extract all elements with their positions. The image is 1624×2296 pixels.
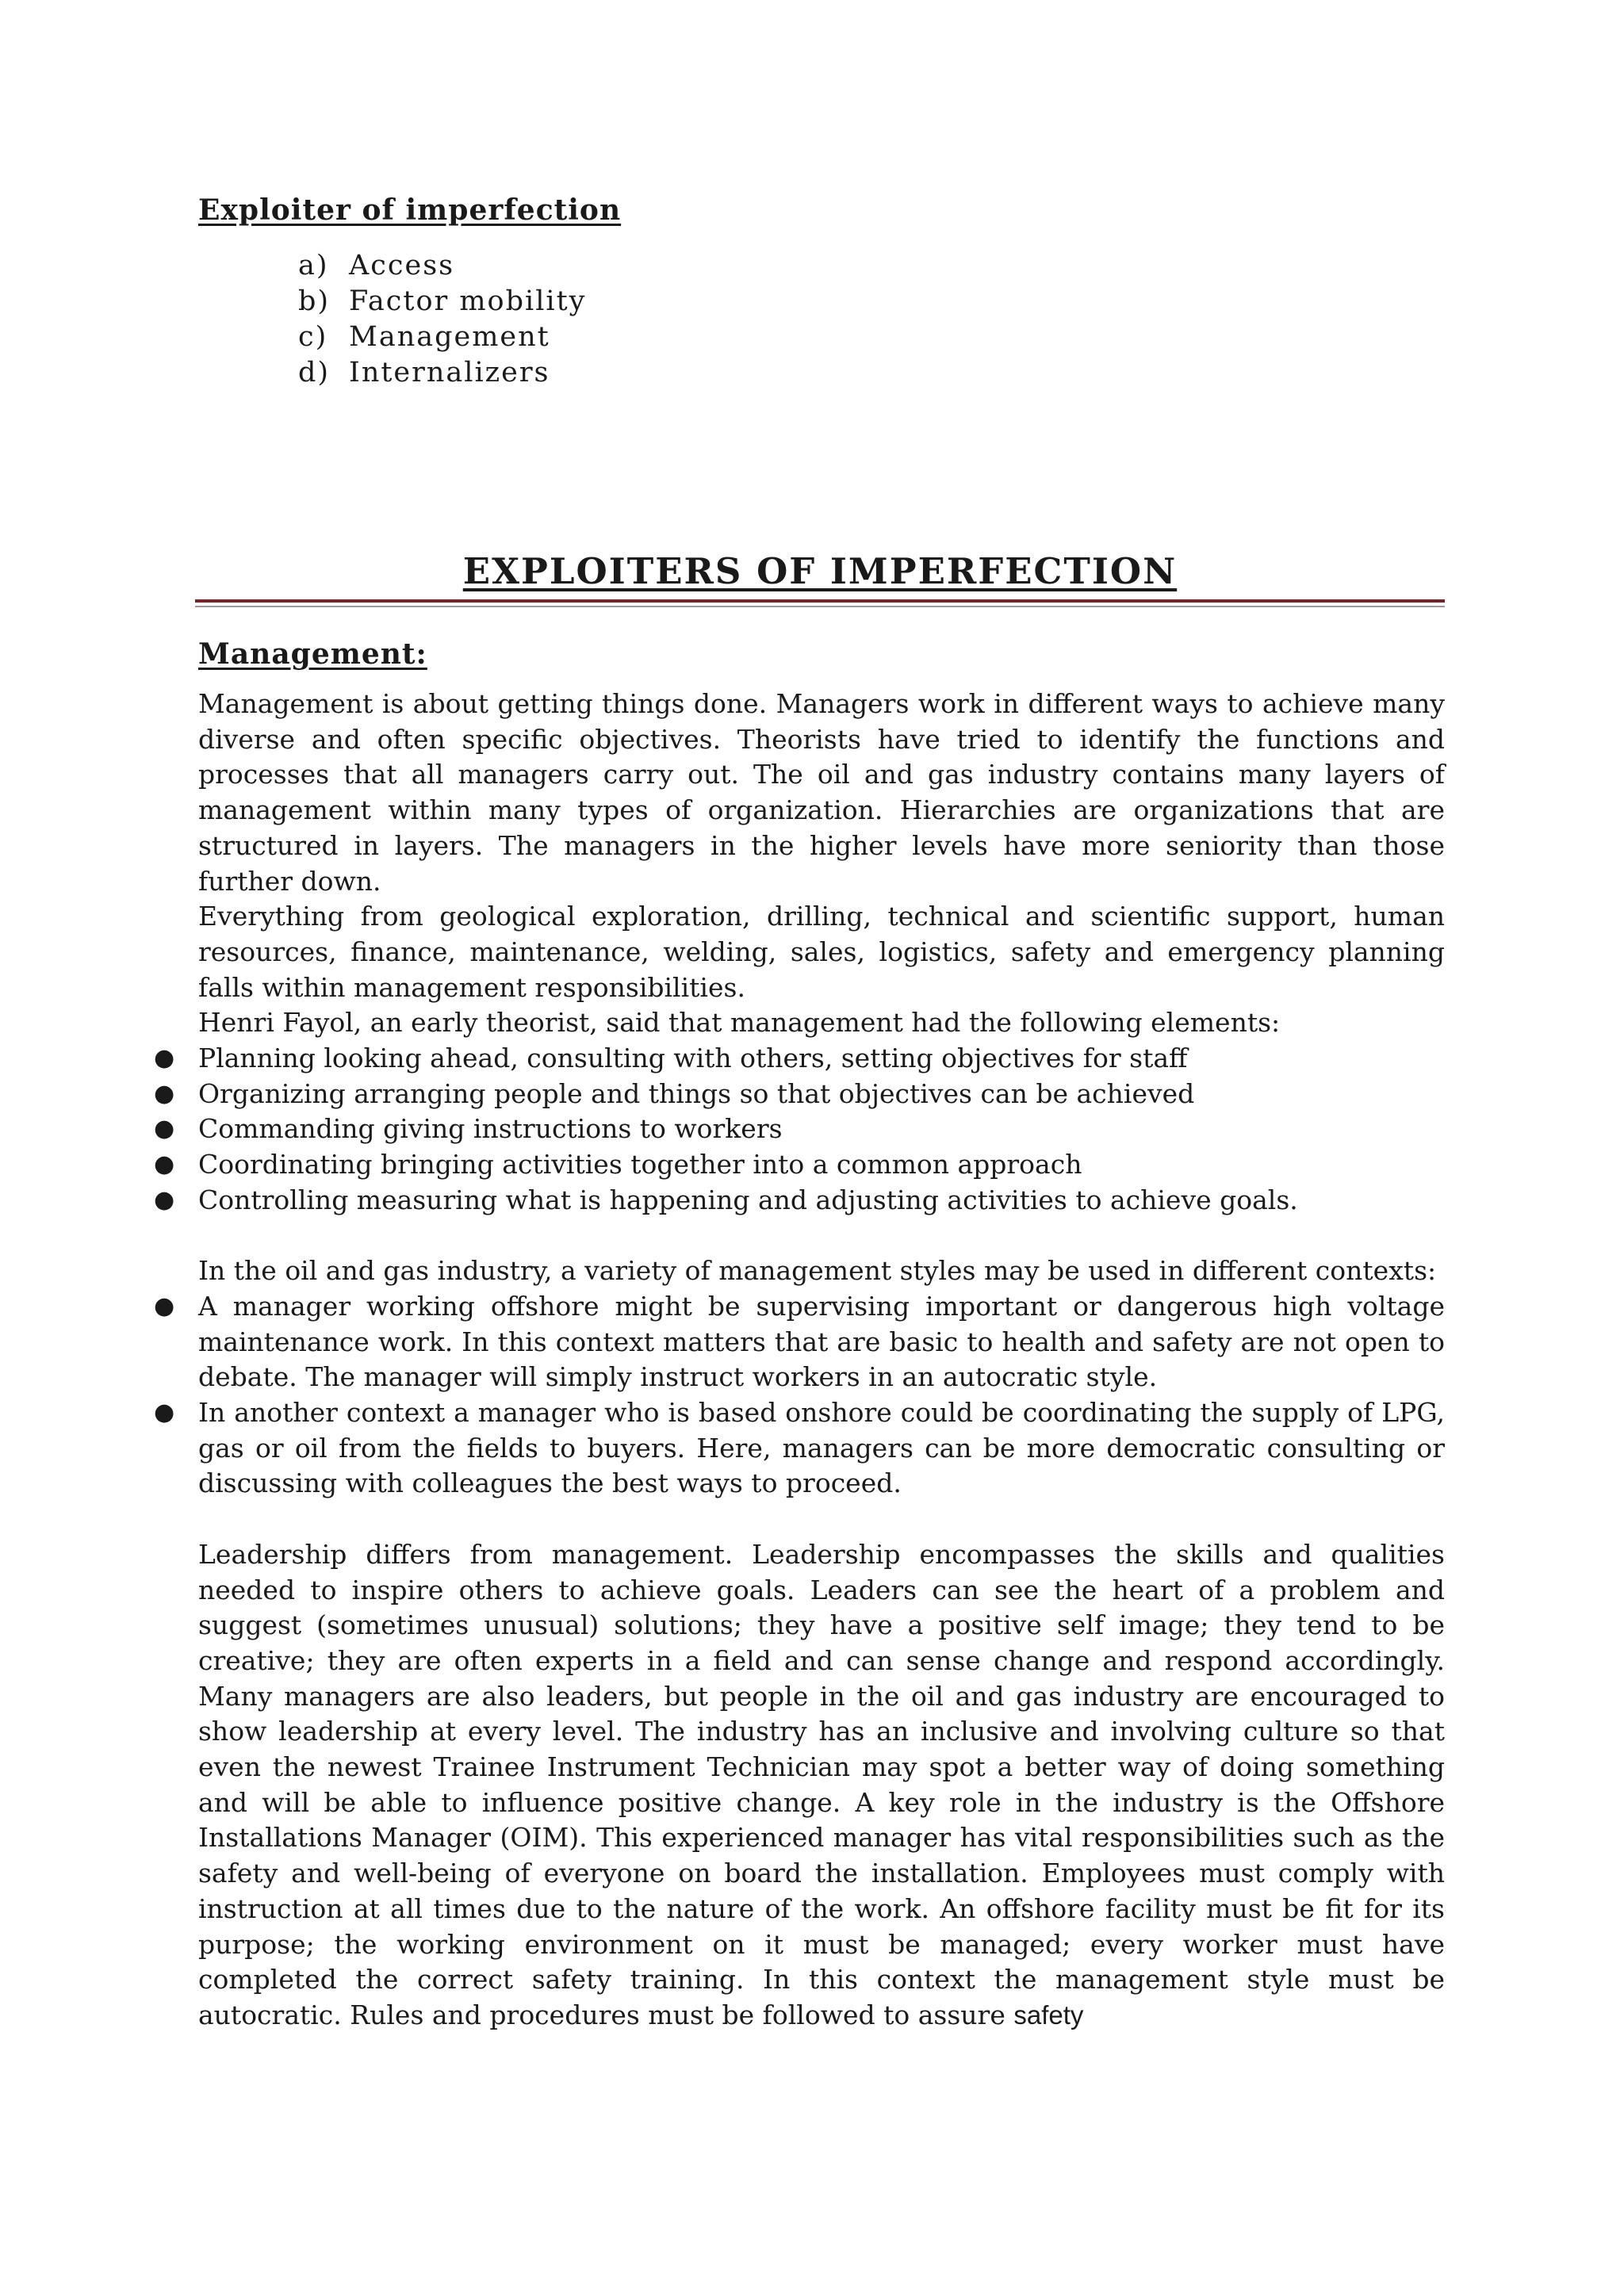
bullet-icon: ● <box>154 1399 175 1427</box>
intro-paragraph: Management is about getting things done. Managers work in different ways to achieve many diverse and often specific objectives. Theorists have tried to identify the functions and processes that all managers carry out. The oil and gas industry contains many layers of management within many types of organization. Hierarchies are organizations that are structured in layers. The managers in the higher levels have more seniority than those further down. <box>198 688 1445 897</box>
list-item-text: In another context a manager who is based onshore could be coordinating the supply of LPG, gas or oil from the fields to buyers. Here, managers can be more democratic consulting or discussing with colleagues the best ways to proceed. <box>198 1397 1445 1499</box>
bullet-icon: ● <box>154 1185 175 1214</box>
list-item-text: Coordinating bringing activities together into a common approach <box>198 1149 1082 1181</box>
paragraph-spacer <box>198 1219 1445 1254</box>
scope-paragraph: Everything from geological exploration, drilling, technical and scientific support, human resources, finance, maintenance, welding, sales, logistics, safety and emergency planning falls within management responsibilities. <box>198 901 1445 1003</box>
list-item <box>154 1112 1445 1147</box>
list-item <box>154 1289 1445 1395</box>
outline-item-marker: c) <box>298 321 328 353</box>
title-rule-secondary-divider <box>195 606 1445 607</box>
fayol-intro: Henri Fayol, an early theorist, said that management had the following elements: <box>198 1007 1281 1039</box>
outline-item <box>298 320 586 355</box>
outline-list <box>298 248 586 391</box>
bullet-icon: ● <box>154 1150 175 1179</box>
list-item <box>154 1147 1445 1183</box>
paragraph-spacer <box>198 1502 1445 1537</box>
leadership-text: Leadership differs from management. Leadership encompasses the skills and qualities needed to inspire others to achieve goals. Leaders can see the heart of a problem and suggest (sometimes unusual) solutions; they have a positive self image; they tend to be creative; they are often experts in a field and can sense change and respond accordingly. Many managers are also leaders, but people in the oil and gas industry are encouraged to show leadership at every level. The industry has an inclusive and involving culture so that even the newest Trainee Instrument Technician may spot a better way of doing something and will be able to influence positive change. A key role in the industry is the Offshore Installations Manager (OIM). This experienced manager has vital responsibilities such as the safety and well-being of everyone on board the installation. Employees must comply with instruction at all times due to the nature of the work. An offshore facility must be fit for its purpose; the working environment on it must be managed; every worker must have completed the correct safety training. In this context the management style must be autocratic. Rules and procedures must be followed to assure <box>198 1538 1445 2030</box>
outline-item <box>298 248 586 284</box>
list-item-text: A manager working offshore might be supervising important or dangerous high voltage maintenance work. In this context matters that are basic to health and safety are not open to debate. The manager will simply instruct workers in an autocratic style. <box>198 1290 1445 1393</box>
outline-item <box>298 355 586 391</box>
bullet-icon: ● <box>154 1115 175 1143</box>
list-item <box>154 1395 1445 1502</box>
bullet-icon: ● <box>154 1044 175 1073</box>
outline-item-label: Access <box>349 250 455 281</box>
styles-intro: In the oil and gas industry, a variety of management styles may be used in different contexts: <box>198 1255 1437 1287</box>
outline-item-label: Internalizers <box>349 357 550 388</box>
list-item-text: Organizing arranging people and things so that objectives can be achieved <box>198 1077 1195 1109</box>
outline-item-marker: b) <box>298 285 331 317</box>
outline-item-label: Management <box>349 321 550 353</box>
list-item <box>154 1041 1445 1077</box>
leadership-tail-word: safety <box>1013 1999 1084 2030</box>
list-item <box>154 1077 1445 1112</box>
outline-item-marker: d) <box>298 357 331 388</box>
list-item-text: Planning looking ahead, consulting with others, setting objectives for staff <box>198 1043 1188 1074</box>
title-rule-divider <box>195 599 1445 603</box>
list-item-text: Controlling measuring what is happening and adjusting activities to achieve goals. <box>198 1184 1298 1215</box>
section-title: EXPLOITERS OF IMPERFECTION <box>462 550 1178 592</box>
outline-heading: Exploiter of imperfection <box>198 193 622 227</box>
management-subheading: Management: <box>198 637 427 671</box>
outline-item <box>298 284 586 320</box>
style-contexts-list <box>154 1289 1445 1502</box>
list-item-text: Commanding giving instructions to workers <box>198 1113 783 1145</box>
list-item <box>154 1183 1445 1219</box>
fayol-elements-list <box>154 1041 1445 1219</box>
bullet-icon: ● <box>154 1292 175 1320</box>
leadership-paragraph <box>198 1537 1445 2034</box>
outline-item-marker: a) <box>298 250 329 281</box>
bullet-icon: ● <box>154 1079 175 1108</box>
outline-item-label: Factor mobility <box>349 285 587 317</box>
management-body <box>154 687 1445 2034</box>
